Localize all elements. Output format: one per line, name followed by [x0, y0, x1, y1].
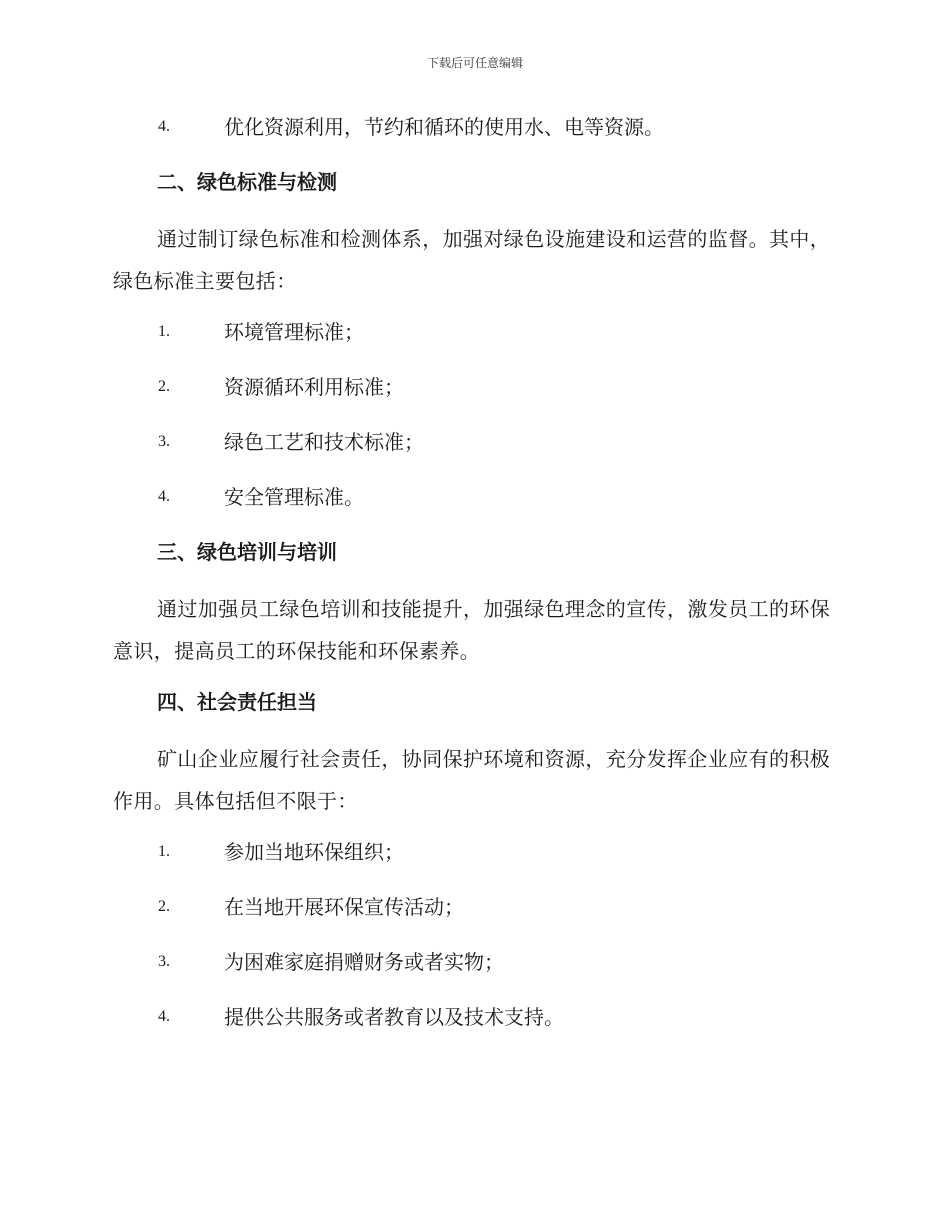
- list-text: 在当地开展环保宣传活动；: [224, 895, 464, 919]
- list-text: 参加当地环保组织；: [224, 840, 404, 864]
- list-item: [113, 423, 833, 478]
- list-number: 4.: [158, 1008, 170, 1025]
- paragraph-3: 通过加强员工绿色培训和技能提升，加强绿色理念的宣传，激发员工的环保意识，提高员工的环保技能和环保素养。: [113, 597, 831, 663]
- list-item: [113, 108, 833, 163]
- document-body: [113, 108, 833, 1053]
- list-number: 1.: [158, 843, 170, 860]
- paragraph-2: 通过制订绿色标准和检测体系，加强对绿色设施建设和运营的监督。其中，绿色标准主要包括：: [113, 227, 831, 293]
- list-number: 4.: [158, 118, 170, 135]
- section-heading-4: 四、社会责任担当: [157, 690, 317, 714]
- list-number: 4.: [158, 488, 170, 505]
- list-number: 3.: [158, 433, 170, 450]
- list-text: 绿色工艺和技术标准；: [224, 430, 424, 454]
- list-item: [113, 943, 833, 998]
- list-item: [113, 313, 833, 368]
- page-header: 下载后可任意编辑: [426, 56, 523, 70]
- section-heading-3: 三、绿色培训与培训: [157, 540, 337, 564]
- section-heading-2: 二、绿色标准与检测: [157, 170, 337, 194]
- paragraph-4: 矿山企业应履行社会责任，协同保护环境和资源，充分发挥企业应有的积极作用。具体包括但不限于：: [113, 747, 831, 813]
- list-text: 优化资源利用，节约和循环的使用水、电等资源。: [224, 115, 664, 139]
- list-item: [113, 888, 833, 943]
- list-item: [113, 833, 833, 888]
- list-text: 为困难家庭捐赠财务或者实物；: [224, 950, 504, 974]
- list-number: 2.: [158, 898, 170, 915]
- list-number: 2.: [158, 378, 170, 395]
- list-item: [113, 368, 833, 423]
- list-item: [113, 478, 833, 533]
- list-number: 3.: [158, 953, 170, 970]
- list-text: 提供公共服务或者教育以及技术支持。: [224, 1005, 564, 1029]
- list-text: 资源循环利用标准；: [224, 375, 404, 399]
- list-text: 安全管理标准。: [224, 485, 364, 509]
- list-text: 环境管理标准；: [224, 320, 364, 344]
- list-number: 1.: [158, 323, 170, 340]
- list-item: [113, 998, 833, 1053]
